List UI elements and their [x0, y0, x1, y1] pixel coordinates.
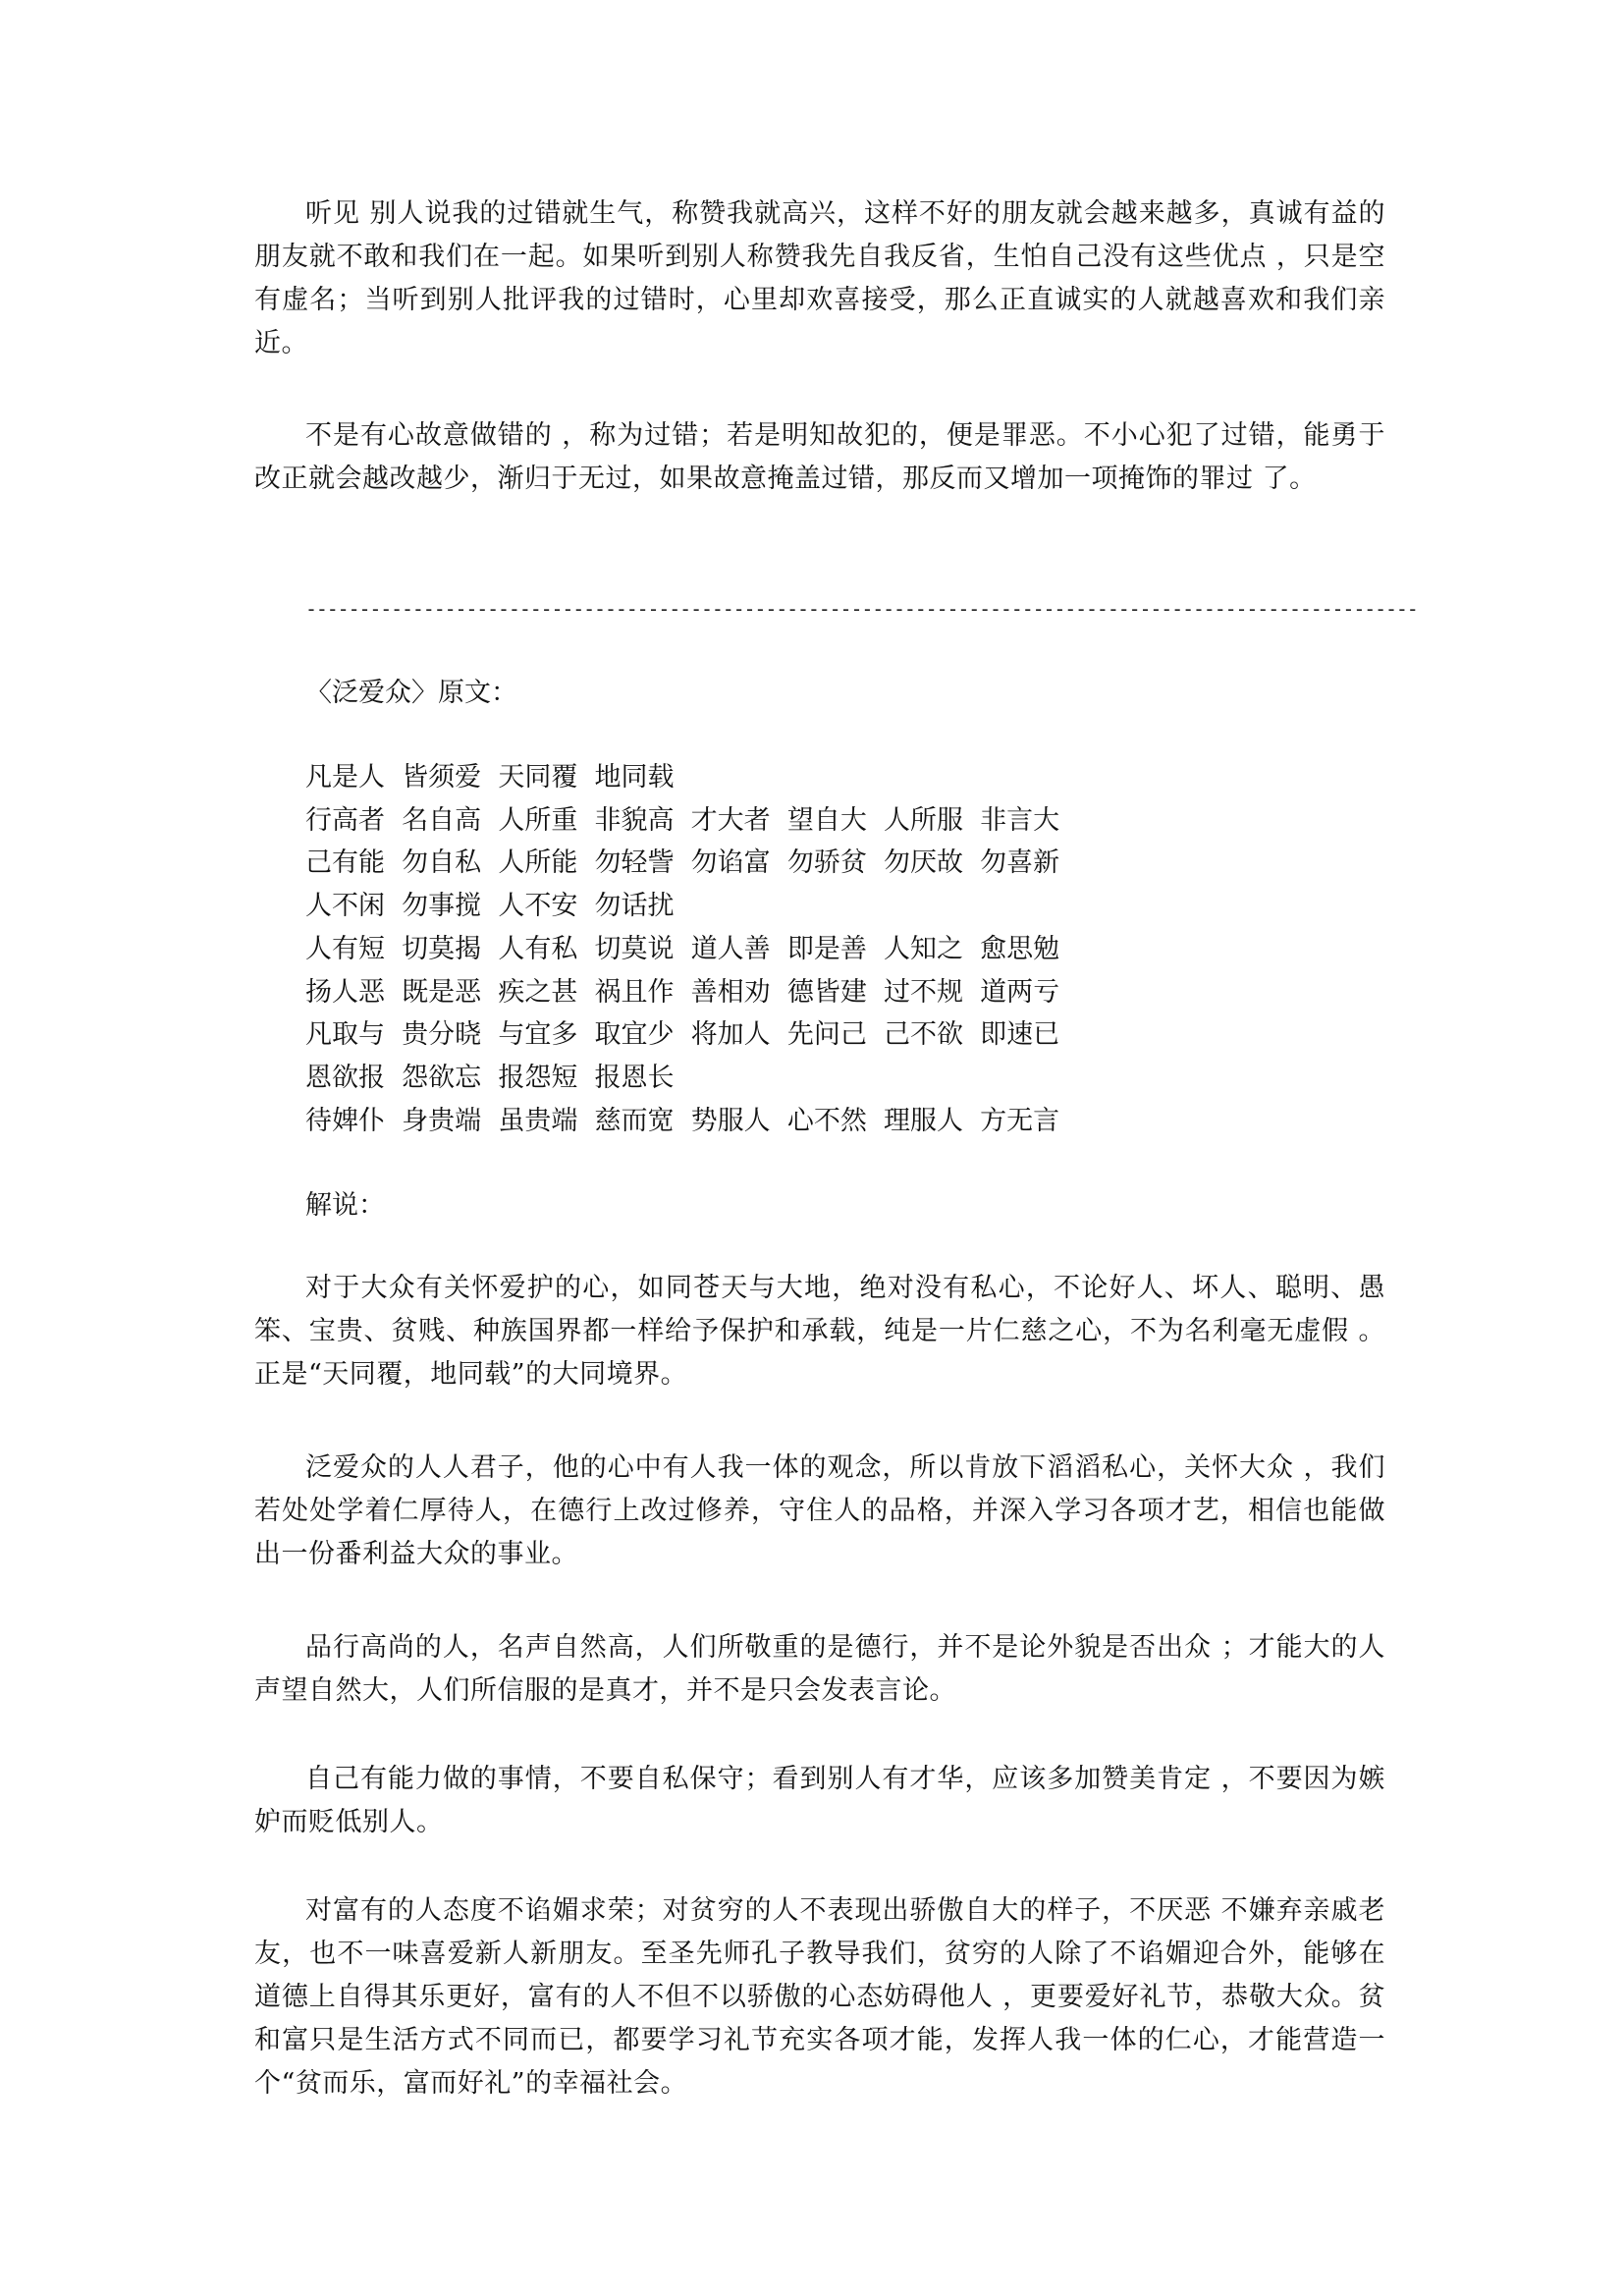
section-title: 〈泛爱众〉原文：	[305, 678, 517, 708]
explain-title: 解说：	[305, 1190, 385, 1221]
paragraph-fault-vs-evil: 不是有心故意做错的 ，称为过错；若是明知故犯的，便是罪恶。不小心犯了过错，能勇于改正就会越改越少，渐归于无过，如果故意掩盖过错，那反而又增加一项掩饰的罪过 了。	[254, 420, 1385, 494]
paragraph-love-all: 对于大众有关怀爱护的心，如同苍天与大地，绝对没有私心，不论好人、坏人、聪明、愚笨、宝贵、贫贱、种族国界都一样给予保护和承载，纯是一片仁慈之心，不为名利毫无虚假 。正是“天同覆，地同载”的大同境界。	[254, 1273, 1385, 1390]
verse-line: 凡是人 皆须爱 天同覆 地同载	[305, 762, 675, 793]
paragraph-gentleman: 泛爱众的人人君子，他的心中有人我一体的观念，所以肯放下滔滔私心，关怀大众 ，我们若处处学着仁厚待人，在德行上改过修养，守住人的品格，并深入学习各项才艺，相信也能做出一份番利益大众的事业。	[254, 1452, 1385, 1569]
verse-line: 人有短 切莫揭 人有私 切莫说 道人善 即是善 人知之 愈思勉	[305, 933, 1060, 964]
verse-line: 行高者 名自高 人所重 非貌高 才大者 望自大 人所服 非言大	[305, 804, 1060, 836]
section-divider: --------------------------------------------------------------------------------------------------------	[305, 597, 1418, 621]
paragraph-virtue: 品行高尚的人，名声自然高，人们所敬重的是德行，并不是论外貌是否出众 ；才能大的人声望自然大，人们所信服的是真才，并不是只会发表言论。	[254, 1632, 1385, 1706]
verse-line: 待婢仆 身贵端 虽贵端 慈而宽 势服人 心不然 理服人 方无言	[305, 1105, 1060, 1136]
verse-block	[305, 756, 1059, 1142]
verse-line: 凡取与 贵分晓 与宜多 取宜少 将加人 先问己 己不欲 即速已	[305, 1019, 1060, 1051]
paragraph-rich-poor: 对富有的人态度不谄媚求荣；对贫穷的人不表现出骄傲自大的样子，不厌恶 不嫌弃亲戚老友，也不一味喜爱新人新朋友。至圣先师孔子教导我们，贫穷的人除了不谄媚迎合外，能够在道德上自得其乐更好，富有的人不但不以骄傲的心态妨碍他人 ，更要爱好礼节，恭敬大众。贫和富只是生活方式不同而已，都要学习礼节充实各项才能，发挥人我一体的仁心，才能营造一个“贫而乐，富而好礼”的幸福社会。	[254, 1895, 1385, 2099]
paragraph-talent: 自己有能力做的事情，不要自私保守；看到别人有才华，应该多加赞美肯定 ，不要因为嫉妒而贬低别人。	[254, 1764, 1385, 1837]
verse-line: 恩欲报 怨欲忘 报怨短 报恩长	[305, 1062, 675, 1093]
verse-line: 己有能 勿自私 人所能 勿轻訾 勿谄富 勿骄贫 勿厌故 勿喜新	[305, 847, 1060, 879]
verse-line: 扬人恶 既是恶 疾之甚 祸且作 善相劝 德皆建 过不规 道两亏	[305, 976, 1060, 1008]
paragraph-criticism: 听见 别人说我的过错就生气，称赞我就高兴，这样不好的朋友就会越来越多，真诚有益的朋友就不敢和我们在一起。如果听到别人称赞我先自我反省，生怕自己没有这些优点 ，只是空有虚名；当听到别人批评我的过错时，心里却欢喜接受，那么正直诚实的人就越喜欢和我们亲近。	[254, 198, 1385, 358]
verse-line: 人不闲 勿事搅 人不安 勿话扰	[305, 891, 675, 922]
